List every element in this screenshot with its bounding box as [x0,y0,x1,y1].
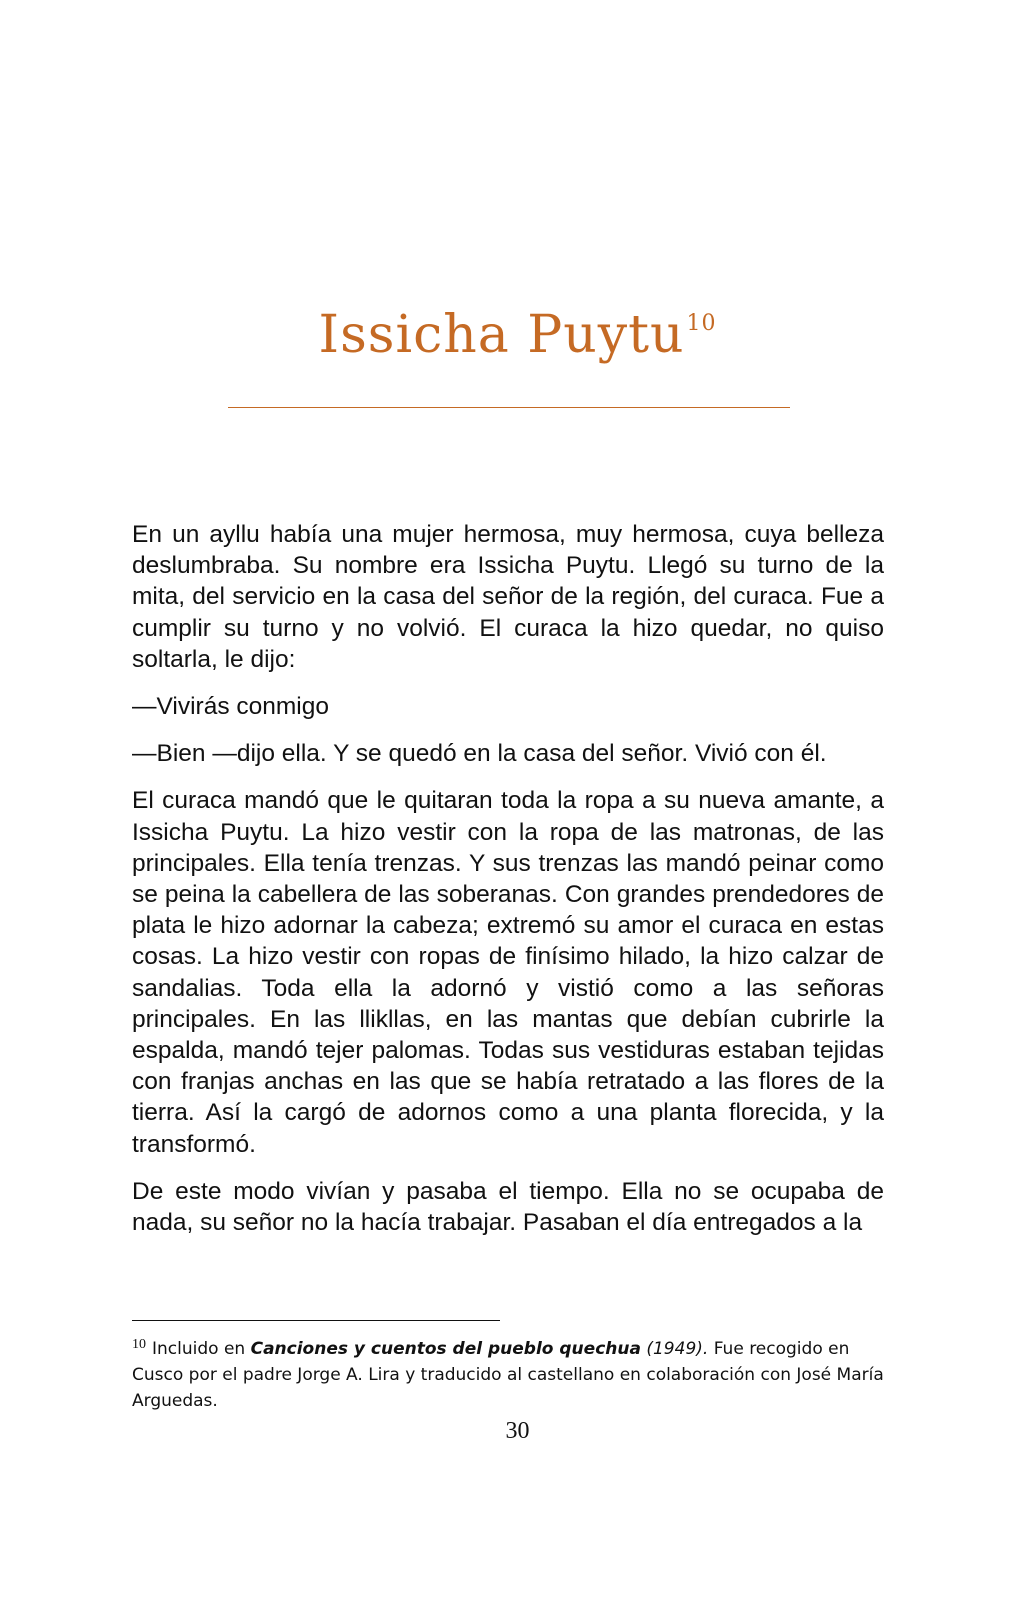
footnote-book-title: Canciones y cuentos del pueblo quechua [250,1339,641,1359]
footnote-reference: 10 [686,311,717,336]
footnote-year: (1949). [646,1339,709,1359]
footnote-text: Fue recogido en Cusco por el padre Jorge A. Lira y traducido al castellano en colaboración con José María Arguedas. [132,1339,884,1411]
footnote [132,1336,892,1414]
dialog-line-1: —Vivirás conmigo [132,693,329,721]
footnote-separator [132,1320,500,1321]
chapter-title [0,305,1035,365]
paragraph-3: De este modo vivían y pasaba el tiempo. Ella no se ocupaba de nada, su señor no la hacía trabajar. Pasaban el día entregados a la [132,1177,884,1237]
paragraph-1: En un ayllu había una mujer hermosa, muy hermosa, cuya belleza deslumbraba. Su nombre era Issicha Puytu. Llegó su turno de la mita, del servicio en la casa del señor de la región, del curaca. Fue a cumplir su turno y no volvió. El curaca la hizo quedar, no quiso soltarla, le dijo: [132,521,884,673]
dialog-line-2: —Bien —dijo ella. Y se quedó en la casa del señor. Vivió con él. [132,740,827,768]
footnote-number: 10 [132,1337,146,1352]
body-text [132,519,884,1254]
page-number: 30 [505,1418,530,1444]
title-underline [228,407,790,408]
paragraph-2: El curaca mandó que le quitaran toda la ropa a su nueva amante, a Issicha Puytu. La hizo vestir con la ropa de las matronas, de las principales. Ella tenía trenzas. Y sus trenzas las mandó peinar como se peina la cabellera de las soberanas. Con grandes prendedores de plata le hizo adornar la cabeza; extremó su amor el curaca en estas cosas. La hizo vestir con ropas de finísimo hilado, la hizo calzar de sandalias. Toda ella la adornó y vistió como a las señoras principales. En las llikllas, en las mantas que debían cubrirle la espalda, mandó tejer palomas. Todas sus vestiduras estaban tejidas con franjas anchas en las que se había retratado a las flores de la tierra. Así la cargó de adornos como a una planta florecida, y la transformó. [132,787,884,1158]
footnote-prefix: Incluido en [152,1339,246,1359]
chapter-title-text: Issicha Puytu [318,305,685,365]
